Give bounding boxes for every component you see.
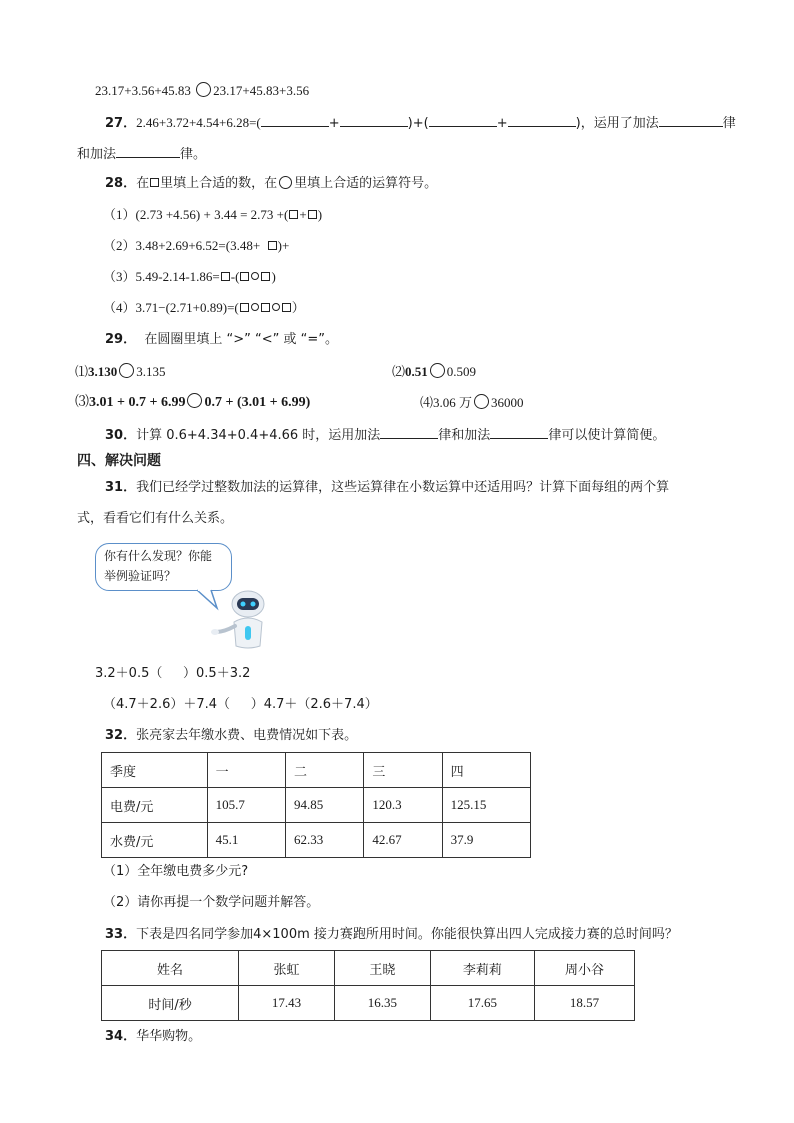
number-box[interactable]	[268, 241, 277, 250]
number-box[interactable]	[289, 210, 298, 219]
relay-time-table	[101, 950, 635, 1021]
compare-circle[interactable]	[474, 394, 489, 409]
q29-part3: ⑶3.01 + 0.7 + 6.99 0.7 + (3.01 + 6.99)	[75, 395, 311, 410]
compare-circle[interactable]	[119, 363, 134, 378]
operator-circle[interactable]	[251, 303, 259, 311]
q26-comparison: 23.17+3.56+45.83 23.17+45.83+3.56	[95, 83, 310, 98]
table-row: 水费/元 45.1 62.33 42.67 37.9	[102, 823, 531, 858]
answer-blank[interactable]	[508, 112, 576, 127]
question-30: 30．计算 0.6+4.34+0.4+4.66 时，运用加法 律和加法 律可以使计算简便。	[105, 424, 665, 446]
answer-blank[interactable]	[261, 112, 329, 127]
question-31-line2: 式，看看它们有什么关系。	[77, 511, 234, 526]
q28-sub3: （3）5.49-2.14-1.86= -( )	[103, 269, 276, 284]
q28-sub1: （1）(2.73 +4.56) + 3.44 = 2.73 +( + )	[103, 207, 323, 222]
question-32: 32．张亮家去年缴水费、电费情况如下表。	[105, 728, 358, 743]
q32-sub2: （2）请你再提一个数学问题并解答。	[103, 895, 320, 910]
compare-circle[interactable]	[187, 393, 202, 408]
answer-blank[interactable]	[429, 112, 497, 127]
number-box[interactable]	[308, 210, 317, 219]
compare-circle[interactable]	[430, 363, 445, 378]
table-header-row: 季度 一 二 三 四	[102, 753, 531, 788]
table-header-row: 姓名 张虹 王晓 李莉莉 周小谷	[102, 951, 635, 986]
question-29: 29． 在圆圈里填上 “>” “<” 或 “=”。	[105, 332, 338, 347]
q32-sub1: （1）全年缴电费多少元?	[103, 864, 249, 879]
table-row: 时间/秒 17.43 16.35 17.65 18.57	[102, 986, 635, 1021]
q29-part1: ⑴3.130 3.135	[75, 364, 166, 379]
compare-circle[interactable]	[196, 82, 211, 97]
section-title: 四、解决问题	[77, 453, 161, 469]
number-box[interactable]	[261, 303, 270, 312]
question-28: 28．在 里填上合适的数，在 里填上合适的运算符号。	[105, 176, 438, 191]
number-box[interactable]	[261, 272, 270, 281]
answer-blank[interactable]	[380, 424, 438, 439]
number-box[interactable]	[240, 303, 249, 312]
q29-part4: ⑷3.06 万 36000	[420, 395, 524, 410]
number-box[interactable]	[221, 272, 230, 281]
question-34: 34．华华购物。	[105, 1029, 202, 1044]
table-row: 电费/元 105.7 94.85 120.3 125.15	[102, 788, 531, 823]
square-box	[150, 178, 159, 187]
q31-expr2: （4.7＋2.6）＋7.4（ ）4.7＋（2.6＋7.4）	[103, 697, 378, 712]
q31-expr1: 3.2＋0.5（ ）0.5＋3.2	[95, 666, 251, 681]
number-box[interactable]	[240, 272, 249, 281]
question-27-line2: 和加法 律。	[77, 143, 206, 165]
answer-blank[interactable]	[340, 112, 408, 127]
q28-sub2: （2）3.48+2.69+6.52=(3.48+ )+	[103, 238, 290, 253]
q29-part2: ⑵0.51 0.509	[392, 364, 477, 379]
number-box[interactable]	[282, 303, 291, 312]
robot-icon	[208, 588, 272, 652]
speech-bubble: 你有什么发现？你能 举例验证吗？	[95, 543, 232, 591]
utility-table	[101, 752, 531, 858]
operator-circle[interactable]	[272, 303, 280, 311]
answer-blank[interactable]	[490, 424, 548, 439]
operator-circle[interactable]	[251, 272, 259, 280]
q28-sub4: （4）3.71−(2.71+0.89)=( ）	[103, 300, 305, 315]
answer-blank[interactable]	[659, 112, 723, 127]
question-31: 31．我们已经学过整数加法的运算律，这些运算律在小数运算中还适用吗？计算下面每组的两个算	[105, 480, 670, 495]
answer-blank[interactable]	[116, 143, 180, 158]
circle-symbol	[279, 176, 292, 189]
question-33: 33．下表是四名同学参加4×100m 接力赛跑所用时间。你能很快算出四人完成接力赛的总时间吗？	[105, 927, 678, 942]
question-27: 27．2.46+3.72+4.54+6.28=( + )+( + )，运用了加法 律	[105, 112, 736, 134]
